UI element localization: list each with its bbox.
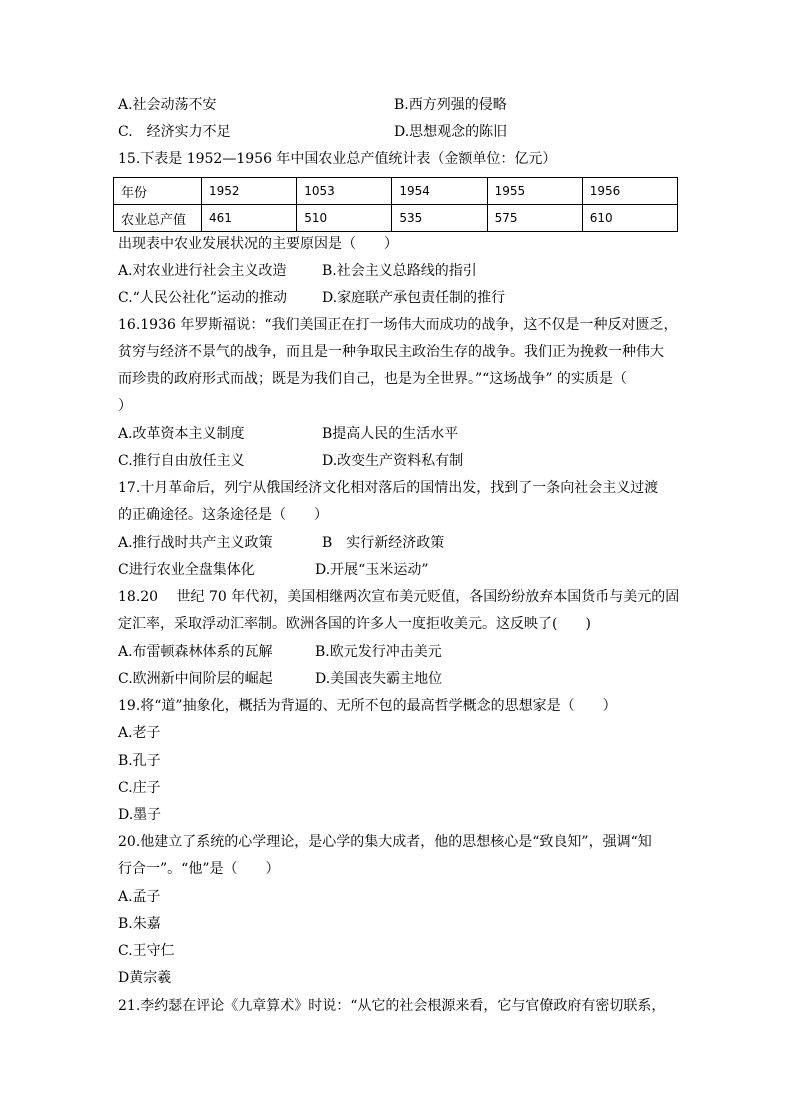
q20-option-d: D黄宗羲 [118, 970, 172, 986]
q17-option-a: A.推行战时共产主义政策 [118, 535, 273, 551]
q16-line-2: 贫穷与经济不景气的战争，而且是一种争取民主政治生存的战争。我们正为挽救一种伟大 [118, 344, 664, 360]
q18-option-b: B.欧元发行冲击美元 [315, 644, 442, 660]
q15-option-c: C.“人民公社化”运动的推动 [118, 290, 287, 306]
q14-option-d: D.思想观念的陈旧 [394, 124, 508, 140]
q14-option-c: C. 经济实力不足 [118, 124, 231, 140]
q19-option-c: C.庄子 [118, 780, 161, 796]
q17-line-1: 17.十月革命后，列宁从俄国经济文化相对落后的国情出发，找到了一条向社会主义过渡 [118, 480, 659, 496]
agri-output-table [113, 177, 678, 232]
q17-option-d: D.开展“玉米运动” [315, 562, 429, 578]
q16-option-b: B提高人民的生活水平 [322, 426, 459, 442]
q16-option-a: A.改革资本主义制度 [118, 426, 245, 442]
q15-stem: 15.下表是 1952—1956 年中国农业总产值统计表（金额单位：亿元） [118, 151, 557, 167]
q16-option-c: C.推行自由放任主义 [118, 453, 245, 469]
q20-option-a: A.孟子 [118, 889, 161, 905]
table-header-output: 农业总产值 [114, 205, 202, 232]
q20-option-b: B.朱嘉 [118, 916, 161, 932]
q18-option-c: C.欧洲新中间阶层的崛起 [118, 671, 273, 687]
q16-option-d: D.改变生产资料私有制 [322, 453, 464, 469]
q17-line-2: 的正确途径。这条途径是（ ） [118, 507, 328, 523]
table-cell: 510 [297, 205, 392, 232]
q15-option-d: D.家庭联产承包责任制的推行 [322, 290, 506, 306]
table-cell: 1956 [582, 178, 677, 205]
table-cell: 1952 [202, 178, 297, 205]
table-cell: 535 [392, 205, 487, 232]
q19-option-b: B.孔子 [118, 753, 161, 769]
q16-line-4: ） [118, 398, 132, 414]
table-row-values [114, 205, 678, 232]
q18-line-1: 18.20 世纪 70 年代初，美国相继两次宣布美元贬值，各国纷纷放弃本国货币与美元的固 [118, 589, 680, 605]
q19-option-a: A.老子 [118, 725, 161, 741]
q17-option-b: B 实行新经济政策 [322, 535, 445, 551]
q19-option-d: D.墨子 [118, 807, 162, 823]
table-header-year: 年份 [114, 178, 202, 205]
table-cell: 1954 [392, 178, 487, 205]
q18-option-a: A.布雷顿森林体系的瓦解 [118, 644, 273, 660]
q14-option-a: A.社会动荡不安 [118, 97, 217, 113]
table-cell: 1955 [487, 178, 582, 205]
table-cell: 461 [202, 205, 297, 232]
q14-option-b: B.西方列强的侵略 [394, 97, 507, 113]
table-row-years [114, 178, 678, 205]
q16-line-1: 16.1936 年罗斯福说：“我们美国正在打一场伟大而成功的战争，这不仅是一种反对匮乏， [118, 317, 678, 333]
q18-option-d: D.美国丧失霸主地位 [315, 671, 443, 687]
q15-option-b: B.社会主义总路线的指引 [322, 263, 477, 279]
q18-line-2: 定汇率，采取浮动汇率制。欧洲各国的许多人一度拒收美元。这反映了( ) [118, 616, 591, 632]
table-cell: 575 [487, 205, 582, 232]
q20-option-c: C.王守仁 [118, 943, 175, 959]
q20-line-2: 行合一”。“他”是（ ） [118, 861, 280, 877]
q15-question: 出现表中农业发展状况的主要原因是（ ） [118, 236, 398, 252]
table-cell: 1053 [297, 178, 392, 205]
q16-line-3: 而珍贵的政府形式而战；既是为我们自己，也是为全世界。”“这场战争” 的实质是（ [118, 371, 627, 387]
table-cell: 610 [582, 205, 677, 232]
q17-option-c: C进行农业全盘集体化 [118, 562, 255, 578]
q21-line-1: 21.李约瑟在评论《九章算术》时说：“从它的社会根源来看，它与官僚政府有密切联系， [118, 998, 666, 1014]
q15-option-a: A.对农业进行社会主义改造 [118, 263, 287, 279]
q19-stem: 19.将“道”抽象化，概括为背逼的、无所不包的最高哲学概念的思想家是（ ） [118, 698, 617, 714]
q20-line-1: 20.他建立了系统的心学理论，是心学的集大成者，他的思想核心是“致良知”，强调“知 [118, 834, 652, 850]
